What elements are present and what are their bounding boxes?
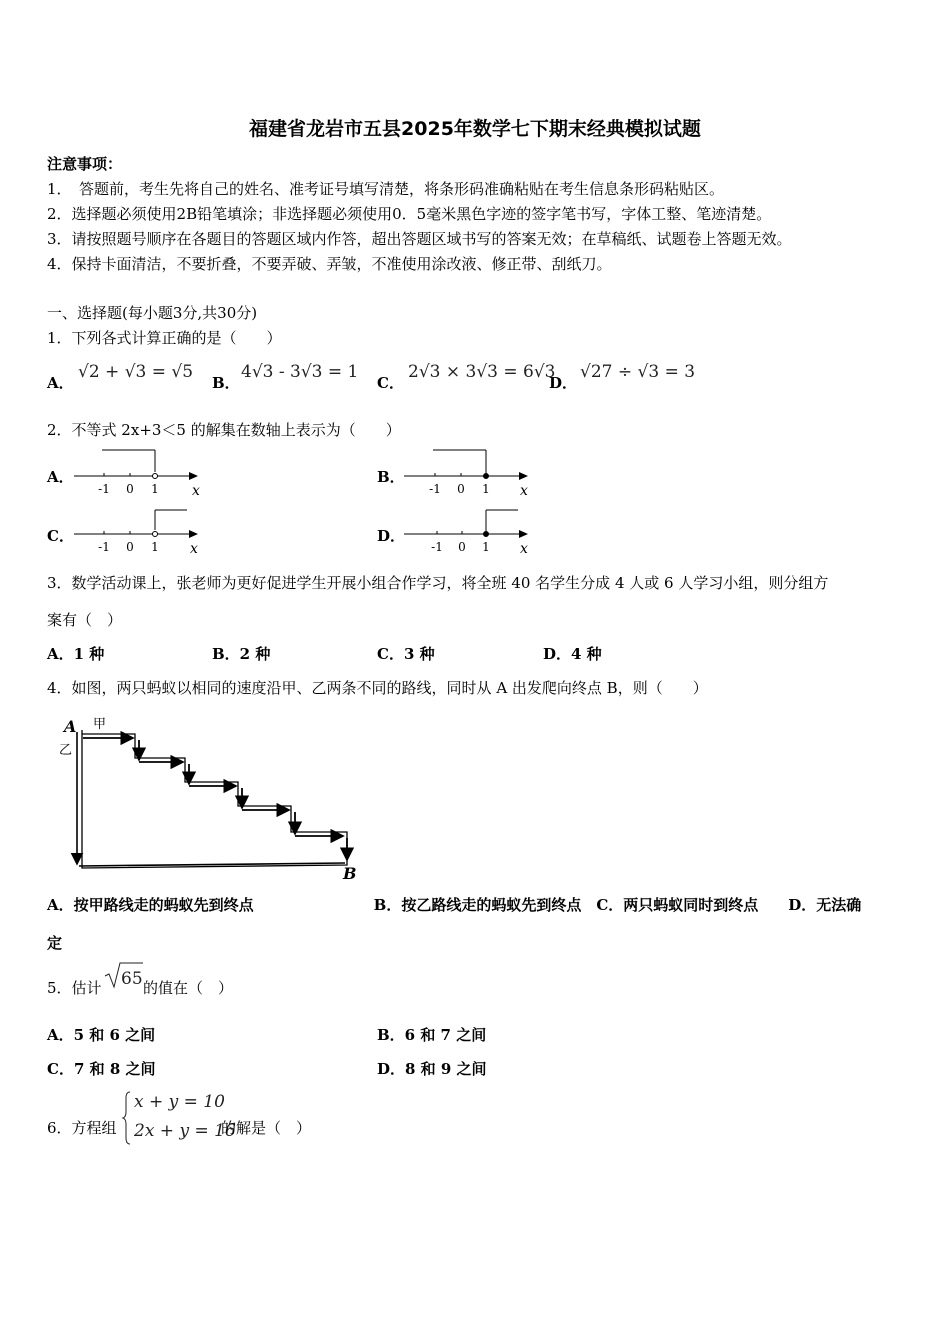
notice-item-1: 1． 答题前，考生先将自己的姓名、准考证号填写清楚，将条形码准确粘贴在考生信息条形码粘贴区。 [47, 180, 725, 198]
q1-option-c-expr: 2√3 × 3√3 = 6√3 [408, 362, 556, 382]
tick-label: -1 [98, 482, 110, 496]
tick-label: -1 [429, 482, 441, 496]
section-heading: 一、选择题(每小题3分,共30分) [47, 304, 258, 322]
q2-number-line-d [400, 504, 535, 560]
q4-options-line2: 定 [47, 934, 63, 952]
q2-option-c-label: C． [47, 527, 74, 545]
page-title: 福建省龙岩市五县2025年数学七下期末经典模拟试题 [249, 118, 701, 140]
q6-equation-2: 2x + y = 16 [134, 1121, 236, 1141]
route-jia-label: 甲 [93, 717, 107, 732]
q5-option-c: C．7 和 8 之间 [47, 1060, 156, 1078]
point-b-label: B [343, 864, 357, 882]
tick-label: 0 [126, 482, 134, 496]
notice-heading: 注意事项： [47, 155, 123, 173]
q3-stem-line1: 3．数学活动课上，张老师为更好促进学生开展小组合作学习，将全班 40 名学生分成 4 人或 6 人学习小组，则分组方 [47, 574, 829, 592]
point-a-label: A [64, 717, 77, 736]
q3-option-c: C．3 种 [377, 645, 435, 663]
q1-option-c-label: C． [377, 374, 404, 392]
axis-variable: x [190, 541, 198, 557]
tick-label: 1 [151, 482, 159, 496]
notice-item-2: 2．选择题必须使用2B铅笔填涂；非选择题必须使用0．5毫米黑色字迹的签字笔书写，字体工整、笔迹清楚。 [47, 205, 772, 223]
tick-label: 0 [457, 482, 465, 496]
route-yi-label: 乙 [59, 743, 73, 758]
q2-option-a-label: A． [47, 468, 74, 486]
tick-label: 1 [482, 482, 490, 496]
axis-variable: x [520, 483, 528, 499]
q6-stem-pre: 6．方程组 [47, 1119, 117, 1137]
q1-stem: 1．下列各式计算正确的是（ ） [47, 329, 282, 347]
q6-brace [122, 1090, 132, 1146]
q5-option-a: A．5 和 6 之间 [47, 1026, 156, 1044]
q5-option-b: B．6 和 7 之间 [377, 1026, 487, 1044]
q4-options-line1: A．按甲路线走的蚂蚁先到终点 B．按乙路线走的蚂蚁先到终点 C．两只蚂蚁同时到终点 D．无法确 [47, 896, 862, 914]
q5-stem-pre: 5．估计 [47, 979, 102, 997]
q5-stem-post: 的值在（ ） [143, 979, 234, 997]
tick-label: -1 [98, 540, 110, 554]
notice-item-4: 4．保持卡面清洁，不要折叠，不要弄破、弄皱，不准使用涂改液、修正带、刮纸刀。 [47, 255, 612, 273]
q4-stem: 4．如图，两只蚂蚁以相同的速度沿甲、乙两条不同的路线，同时从 A 出发爬向终点 B，则（ ） [47, 679, 708, 697]
q2-stem: 2．不等式 2x+3＜5 的解集在数轴上表示为（ ） [47, 421, 401, 439]
q3-option-a: A．1 种 [47, 645, 105, 663]
q3-option-b: B．2 种 [212, 645, 271, 663]
axis-variable: x [520, 541, 528, 557]
tick-label: 1 [151, 540, 159, 554]
axis-variable: x [192, 483, 200, 499]
q2-option-d-label: D． [377, 527, 406, 545]
q1-option-a-label: A． [47, 374, 74, 392]
q1-option-b-label: B． [212, 374, 240, 392]
q2-number-line-c [70, 504, 205, 560]
q6-equation-1: x + y = 10 [134, 1092, 225, 1112]
q3-stem-line2: 案有（ ） [47, 611, 123, 629]
q2-number-line-a [70, 446, 205, 502]
q3-option-d: D．4 种 [543, 645, 602, 663]
q1-option-a-expr: √2 + √3 = √5 [78, 362, 194, 382]
tick-label: 0 [126, 540, 134, 554]
q1-option-b-expr: 4√3 - 3√3 = 1 [241, 362, 359, 382]
q5-option-d: D．8 和 9 之间 [377, 1060, 487, 1078]
tick-label: 0 [458, 540, 466, 554]
notice-item-3: 3．请按照题号顺序在各题目的答题区域内作答，超出答题区域书写的答案无效；在草稿纸、试题卷上答题无效。 [47, 230, 792, 248]
q2-number-line-b [400, 446, 535, 502]
q5-radicand: 65 [121, 969, 143, 989]
q6-stem-post: 的解是（ ） [221, 1119, 312, 1137]
tick-label: -1 [431, 540, 443, 554]
q1-option-d-label: D． [549, 374, 578, 392]
q5-sqrt-symbol [103, 960, 145, 990]
q1-option-d-expr: √27 ÷ √3 = 3 [580, 362, 696, 382]
q2-option-b-label: B． [377, 468, 405, 486]
tick-label: 1 [482, 540, 490, 554]
q4-staircase-figure [55, 712, 365, 882]
